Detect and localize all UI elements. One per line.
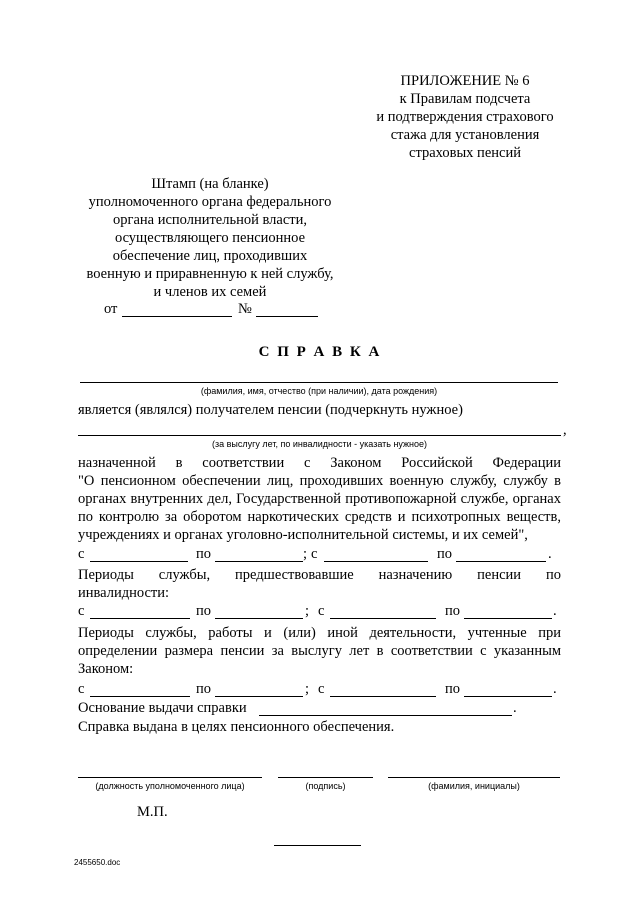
date-to-label: по: [437, 546, 453, 562]
date-to-label: по: [196, 546, 212, 562]
date-from-line[interactable]: [324, 561, 428, 562]
period: .: [513, 700, 517, 716]
annex-line: страховых пенсий: [409, 145, 521, 161]
stamp-date-label: от: [104, 301, 118, 317]
date-from-label: с: [78, 546, 85, 562]
date-from-label: с: [311, 546, 318, 562]
name-line[interactable]: [388, 777, 560, 778]
date-to-label: по: [196, 681, 212, 697]
basis-line[interactable]: [259, 715, 512, 716]
stamp-line: органа исполнительной власти,: [113, 212, 307, 228]
date-from-label: с: [78, 681, 85, 697]
document-title: С П Р А В К А: [258, 344, 382, 360]
basis-label: Основание выдачи справки: [78, 700, 247, 716]
recipient-text: является (являлся) получателем пенсии (подчеркнуть нужное): [78, 402, 463, 418]
date-to-line[interactable]: [215, 561, 303, 562]
date-from-line[interactable]: [330, 696, 436, 697]
period: .: [553, 681, 557, 697]
position-line[interactable]: [78, 777, 262, 778]
law-text-line: по контролю за оборотом наркотических средств и психотропных веществ,: [78, 509, 561, 525]
date-to-line[interactable]: [464, 696, 552, 697]
stamp-line: осуществляющего пенсионное: [114, 230, 306, 246]
stamp-line: и членов их семей: [153, 284, 267, 300]
pension-caption: (за выслугу лет, по инвалидности - указать нужное): [211, 439, 428, 449]
stamp-number-label: №: [238, 301, 252, 317]
annex-line: и подтверждения страхового: [376, 109, 554, 125]
date-to-label: по: [445, 603, 461, 619]
period: .: [553, 603, 557, 619]
annex-line: стажа для установления: [390, 127, 540, 143]
stamp-date-line[interactable]: [122, 316, 232, 317]
purpose-text: Справка выдана в целях пенсионного обеспечения.: [78, 719, 395, 735]
position-caption: (должность уполномоченного лица): [95, 781, 245, 791]
stamp-line: уполномоченного органа федерального: [88, 194, 332, 210]
date-to-line[interactable]: [464, 618, 552, 619]
service-text-line: определении размера пенсии за выслугу лет в соответствии с указанным: [78, 643, 561, 659]
disability-text-line: Периоды службы, предшествовавшие назначению пенсии по: [78, 567, 561, 583]
law-text-line: учреждениях и органах уголовно-исполнительной системы, и их семей",: [78, 527, 528, 543]
law-text-line: назначенной в соответствии с Законом Российской Федерации: [78, 455, 561, 471]
signature-line[interactable]: [278, 777, 373, 778]
semicolon: ;: [305, 681, 310, 697]
file-name: 2455650.doc: [74, 858, 121, 867]
stamp-line: военную и приравненную к ней службу,: [86, 266, 334, 282]
period: .: [548, 546, 552, 562]
seal-label: М.П.: [137, 804, 168, 820]
law-text-line: "О пенсионном обеспечении лиц, проходивших военную службу, службу в: [78, 473, 561, 489]
service-text-line: Законом:: [78, 661, 134, 677]
footer-divider: [274, 845, 361, 846]
law-text-line: органах внутренних дел, Государственной противопожарной службе, органах: [78, 491, 561, 507]
date-to-line[interactable]: [456, 561, 546, 562]
stamp-line: Штамп (на бланке): [151, 176, 269, 192]
date-to-line[interactable]: [215, 618, 303, 619]
date-from-label: с: [78, 603, 85, 619]
date-from-label: с: [318, 603, 325, 619]
date-from-line[interactable]: [330, 618, 436, 619]
semicolon: ;: [303, 546, 308, 562]
name-caption: (фамилия, инициалы): [428, 781, 520, 791]
person-caption: (фамилия, имя, отчество (при наличии), дата рождения): [200, 386, 438, 396]
date-to-label: по: [445, 681, 461, 697]
semicolon: ;: [305, 603, 310, 619]
signature-caption: (подпись): [305, 781, 346, 791]
person-line[interactable]: [80, 382, 558, 383]
date-to-label: по: [196, 603, 212, 619]
annex-line: к Правилам подсчета: [399, 91, 531, 107]
annex-title: ПРИЛОЖЕНИЕ № 6: [400, 73, 530, 89]
date-to-line[interactable]: [215, 696, 303, 697]
date-from-label: с: [318, 681, 325, 697]
date-from-line[interactable]: [90, 561, 188, 562]
pension-comma: ,: [563, 422, 567, 438]
stamp-number-line[interactable]: [256, 316, 318, 317]
disability-text-line: инвалидности:: [78, 585, 170, 601]
date-from-line[interactable]: [90, 618, 190, 619]
stamp-line: обеспечение лиц, проходивших: [112, 248, 308, 264]
service-text-line: Периоды службы, работы и (или) иной деятельности, учтенные при: [78, 625, 561, 641]
pension-type-line[interactable]: [78, 435, 561, 436]
date-from-line[interactable]: [90, 696, 190, 697]
